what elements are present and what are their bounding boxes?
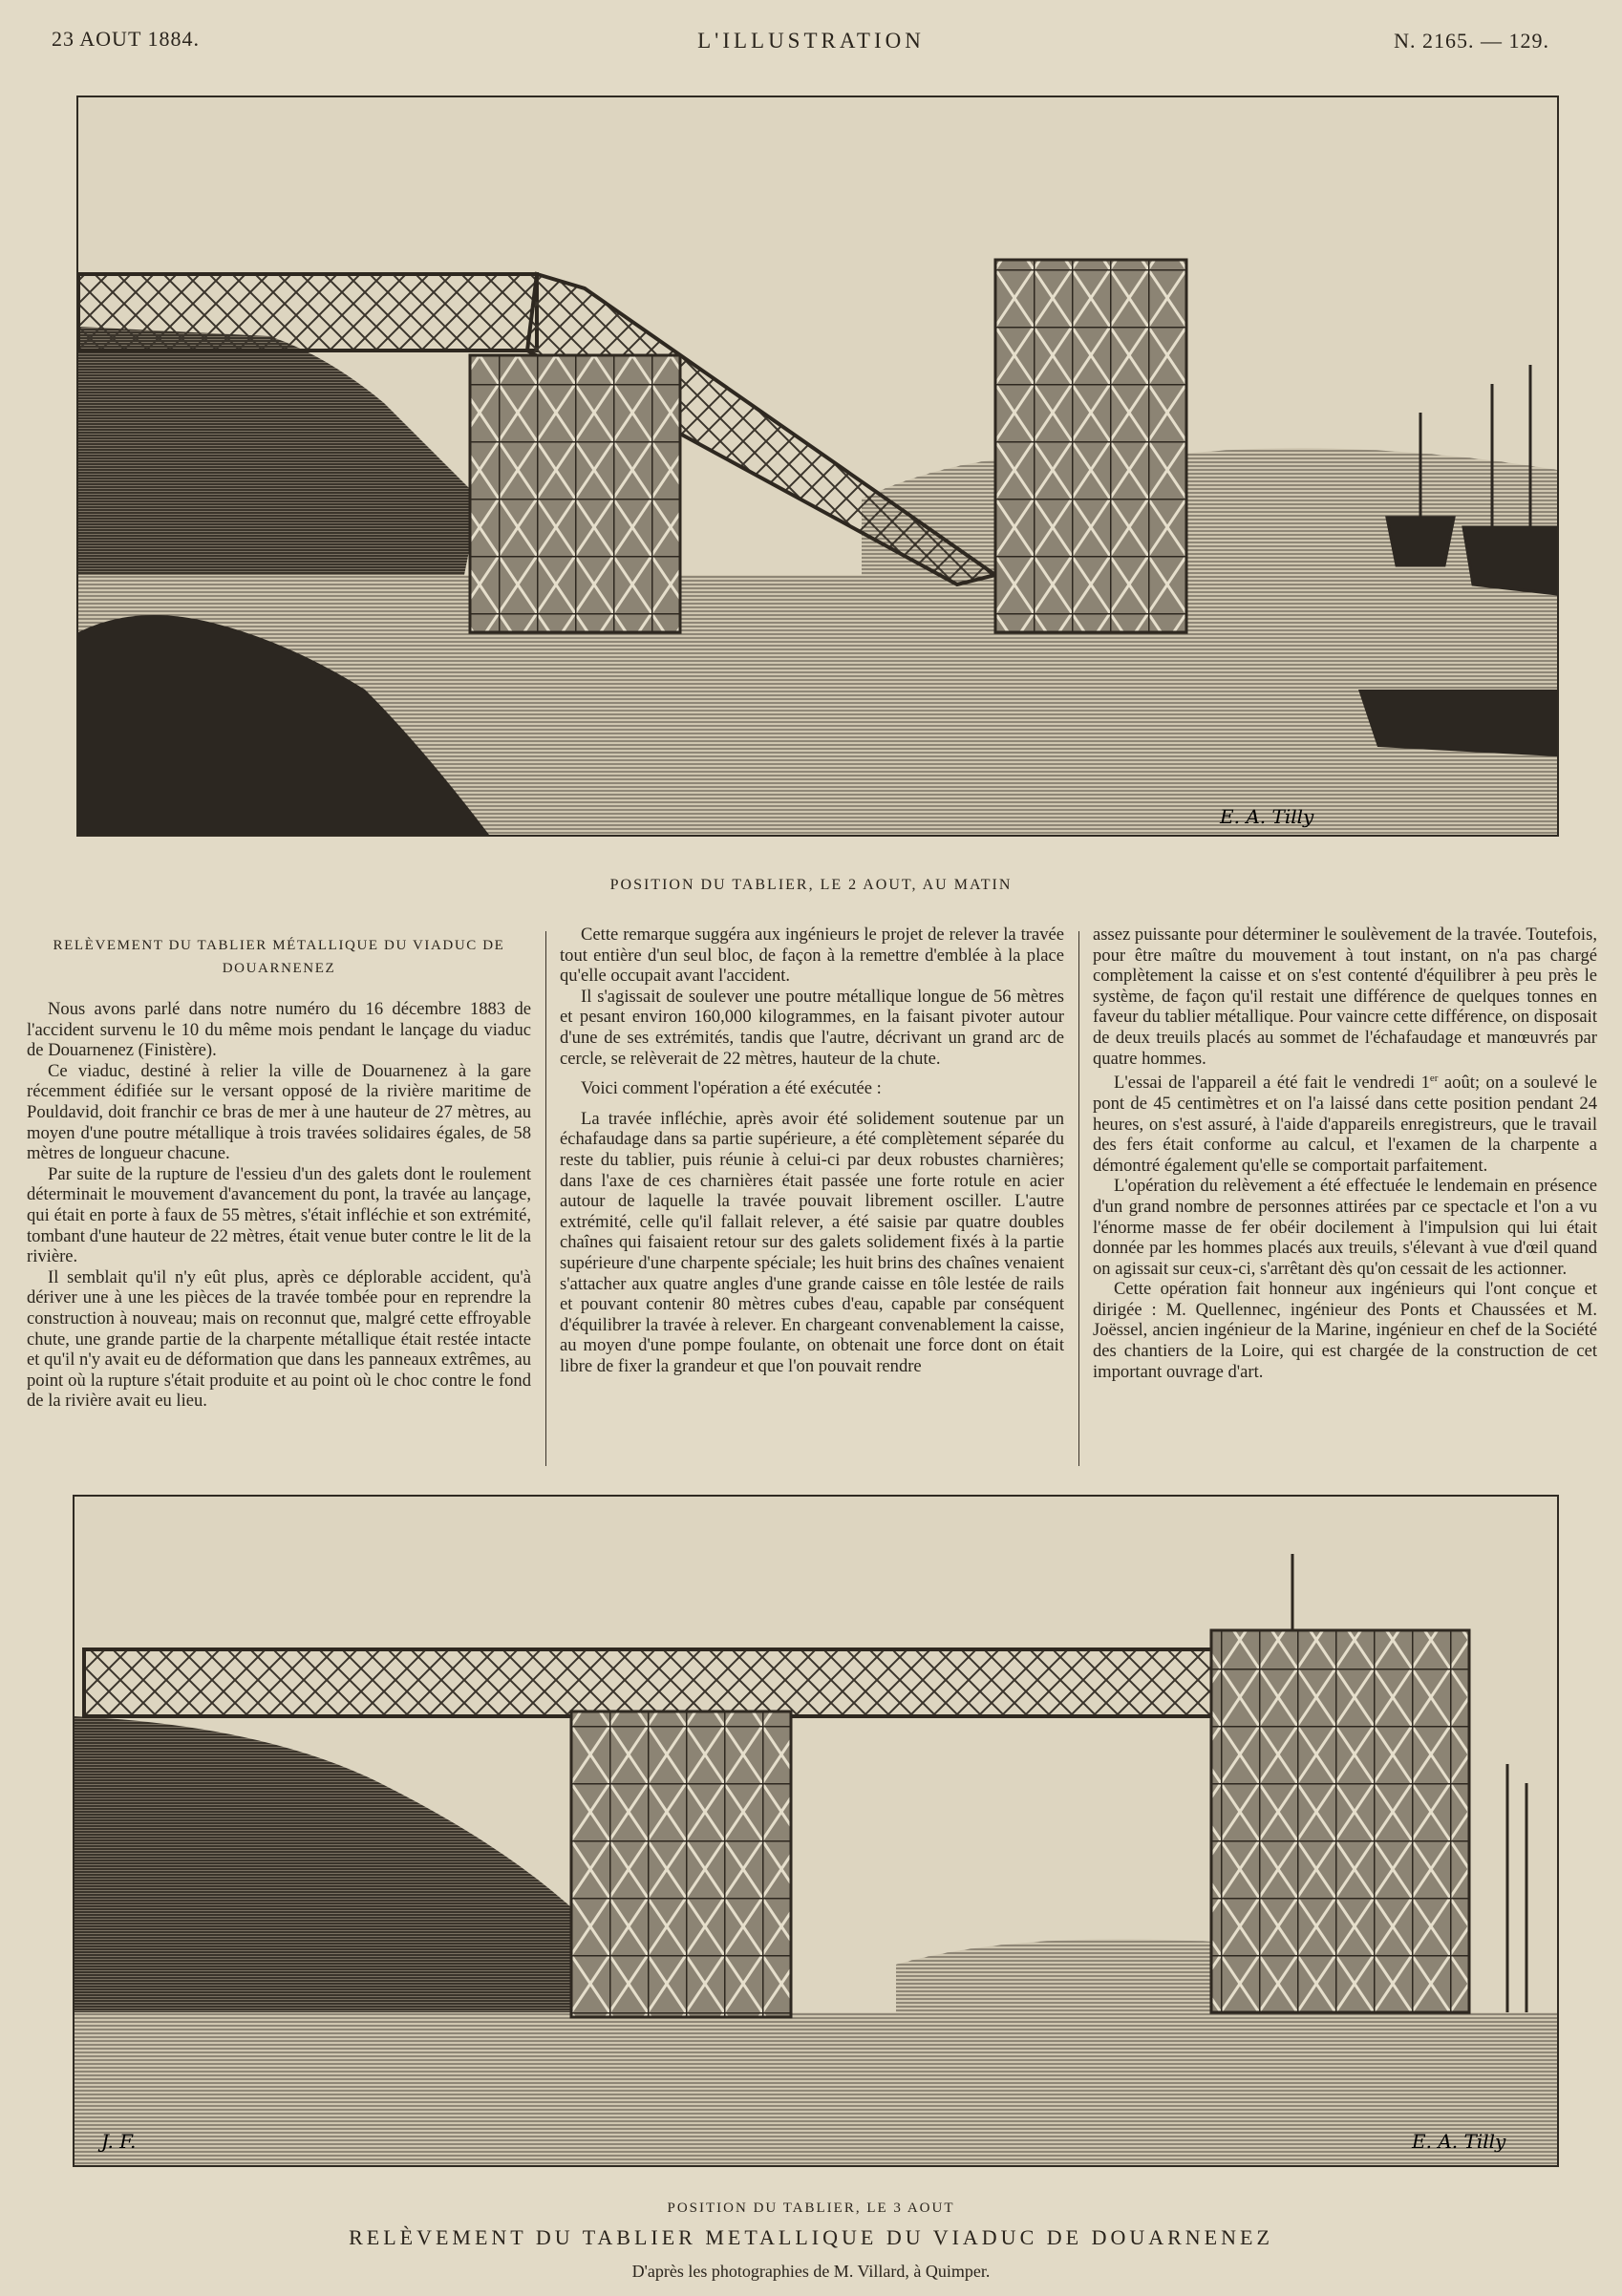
left-scaffold-tower <box>470 355 680 632</box>
article-paragraph: Il s'agissait de soulever une poutre métallique longue de 56 mètres et pesant environ 160,000 kilogrammes, en la faisant pivoter autour d'une de ses extrémités, tandis que l'autre, décrivant un grand arc de cercle, se relèverait de 22 mètres, hauteur de la chute. <box>560 986 1064 1069</box>
issue-date: 23 AOUT 1884. <box>52 27 200 51</box>
left-scaffold-tower <box>571 1711 791 2017</box>
engraving-1-drawing <box>78 97 1557 835</box>
engraving-raised-viaduct <box>73 1495 1559 2167</box>
photo-credit: D'après les photographies de M. Villard, à Quimper. <box>631 2262 991 2281</box>
illustration-2-title: RELÈVEMENT DU TABLIER METALLIQUE DU VIADUC DE DOUARNENEZ <box>349 2225 1273 2249</box>
engraver-signature-left: J. F. <box>101 2130 137 2153</box>
engraver-signature-right: E. A. Tilly <box>1412 2130 1506 2153</box>
article-paragraph: Voici comment l'opération a été exécutée : <box>581 1078 882 1099</box>
article-paragraph: Cette remarque suggéra aux ingénieurs le projet de relever la travée tout entière d'un seul bloc, de façon à la remettre d'emblée à la place qu'elle occupait avant l'accident. <box>560 925 1064 987</box>
article-title: RELÈVEMENT DU TABLIER MÉTALLIQUE DU VIADUC DE DOUARNENEZ <box>53 938 505 976</box>
article-paragraph: Ce viaduc, destiné à relier la ville de Douarnenez à la gare récemment édifiée sur le versant opposé de la rivière maritime de Pouldavid, doit franchir ce bras de mer à une hauteur de 27 mètres, au moyen d'une poutre métallique à trois travées solidaires égales, de 58 mètres de longueur chacune. <box>27 1060 531 1164</box>
illustration-1-caption: POSITION DU TABLIER, LE 2 AOUT, AU MATIN <box>609 877 1013 893</box>
right-scaffold-tower <box>995 260 1186 632</box>
issue-page-number: N. 2165. — 129. <box>1394 29 1549 53</box>
moored-boat <box>1358 690 1557 756</box>
engraver-signature-1: E. A. Tilly <box>1220 805 1314 828</box>
right-scaffold-tower <box>1211 1630 1469 2012</box>
article-paragraph: Nous avons parlé dans notre numéro du 16 décembre 1883 de l'accident survenu le 10 du même mois pendant le lançage du viaduc de Douarnenez (Finistère). <box>27 999 531 1061</box>
article-paragraph: La travée infléchie, après avoir été solidement soutenue par un échafaudage dans sa partie supérieure, a été complètement séparée du reste du tablier, puis réunie à celui-ci par deux robustes charnières; dans l'axe de ces charnières était passée une forte rotule en acier autour de laquelle la travée pouvait librement osciller. L'autre extrémité, celle qu'il fallait relever, a été saisie par quatre doubles chaînes qui faisaient retour sur des galets solidement fixés à la partie supérieure d'une charpente spéciale; les huit brins des chaînes venaient s'attacher aux quatre angles d'une grande caisse en tôle lestée de rails et pouvant contenir 80 mètres cubes d'eau, capable par conséquent d'équilibrer la travée à relever. En chargeant convenablement la caisse, au moyen d'une pompe foulante, on obtenait une force dont on était libre de fixer la grandeur et que l'on pouvait rendre <box>560 1108 1064 1376</box>
article-paragraph: L'essai de l'appareil a été fait le vendredi 1er août; on a soulevé le pont de 45 centimètres et on l'a laissé dans cette position pendant 24 heures, on s'est assuré, à l'aide d'appareils enregistreurs, que le travail des fers était conforme au calcul, et l'examen de la charpente a démontré également qu'elle se comportait parfaitement. <box>1093 1073 1597 1176</box>
article-column-3 <box>1093 925 1597 1382</box>
article-paragraph: L'opération du relèvement a été effectuée le lendemain en présence d'un grand nombre de personnes attirées par ce spectacle et l'on a vu l'énorme masse de fer obéir docilement à l'impulsion qui lui était donnée par les hommes placés aux treuils, s'élevant à vue d'œil quand on agissait sur ceux-ci, s'arrêtant dès qu'on cessait de les actionner. <box>1093 1176 1597 1279</box>
article-column-2 <box>560 925 1064 1376</box>
engraving-2-drawing <box>75 1497 1557 2165</box>
article-paragraph: Cette opération fait honneur aux ingénieurs qui l'ont conçue et dirigée : M. Quellennec, ingénieur des Ponts et Chaussées et M. Joëssel, ancien ingénieur de la Marine, ingénieur en chef de la Société des chantiers de la Loire, qui est chargée de la construction de cet important ouvrage d'art. <box>1093 1279 1597 1382</box>
publication-title: L'ILLUSTRATION <box>697 29 925 53</box>
article-column-1 <box>27 934 531 1412</box>
column-rule-2 <box>1078 931 1079 1466</box>
river <box>75 2012 1557 2165</box>
engraving-collapsed-viaduct <box>76 96 1559 837</box>
page-header <box>0 27 1622 65</box>
column-rule-1 <box>545 931 546 1466</box>
article-paragraph-continued: assez puissante pour déterminer le soulèvement de la travée. Toutefois, pour être maître du mouvement à tout instant, on n'a pas chargé complètement la caisse et on s'est contenté d'équilibrer à peu près le système, de façon qu'il restait une différence de quelques tonnes en faveur du tablier métallique. Pour vaincre cette différence, on disposait de deux treuils placés au sommet de l'échafaudage et manœuvrés par quatre hommes. <box>1093 925 1597 1069</box>
illustration-2-caption: POSITION DU TABLIER, LE 3 AOUT <box>667 2200 955 2216</box>
article-paragraph: Il semblait qu'il n'y eût plus, après ce déplorable accident, qu'à dériver une à une les pièces de la travée tombée pour en reprendre la construction à nouveau; mais on reconnut que, malgré cette effroyable chute, une grande partie de la charpente métallique était restée intacte et qu'il n'y avait eu de déformation que dans les panneaux extrêmes, au point où la rupture s'était produite et au point où le choc contre le fond de la rivière avait eu lieu. <box>27 1266 531 1412</box>
intact-span <box>78 274 537 351</box>
restored-span <box>84 1649 1278 1716</box>
article-paragraph: Par suite de la rupture de l'essieu d'un des galets dont le roulement déterminait le mouvement d'avancement du pont, la travée au lançage, qui était en porte à faux de 55 mètres, s'était infléchie et son extrémité, tombant d'une hauteur de 22 mètres, était venue buter contre le lit de la rivière. <box>27 1163 531 1267</box>
